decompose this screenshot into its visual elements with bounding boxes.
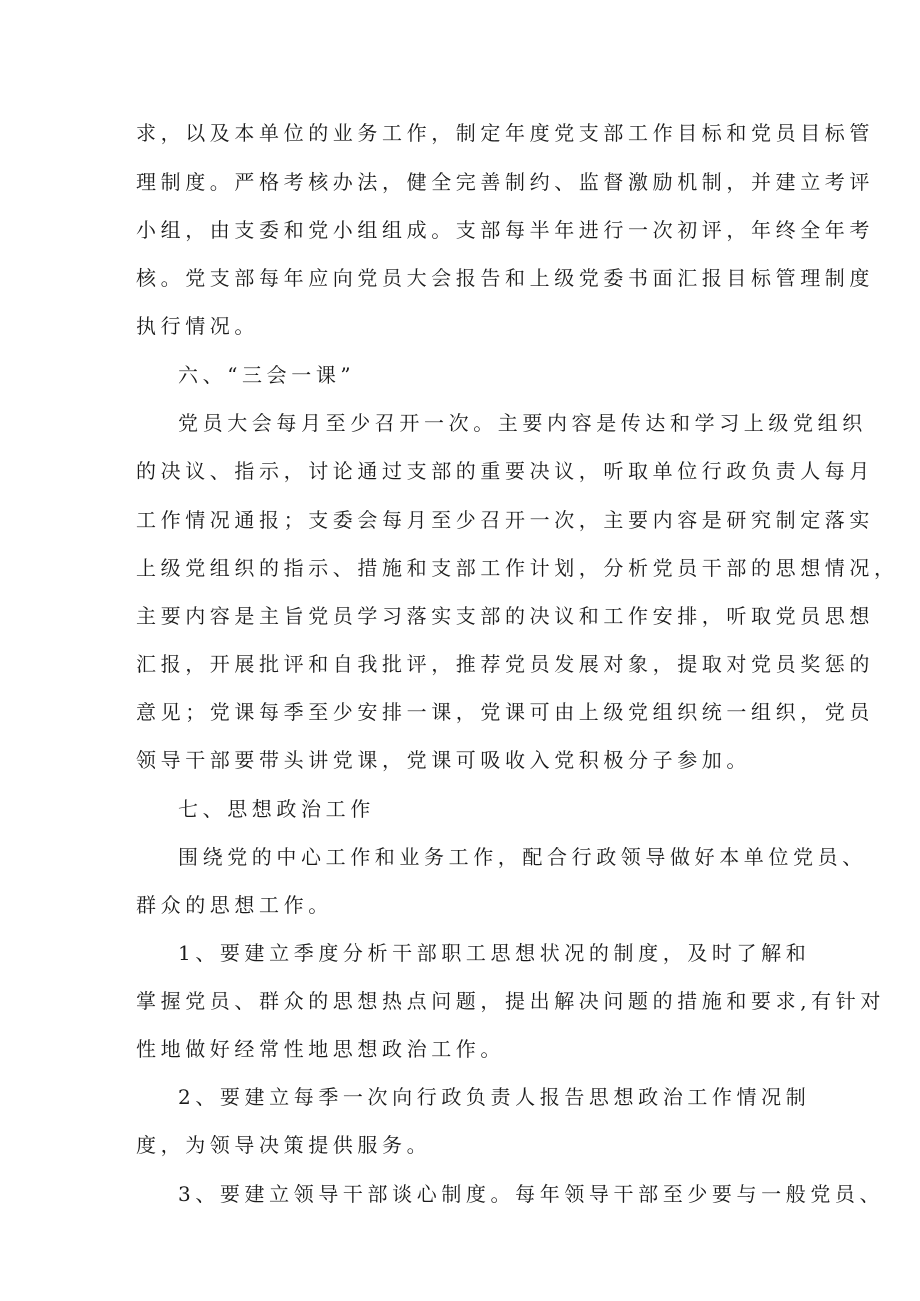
- text-line: 核。党支部每年应向党员大会报告和上级党委书面汇报目标管理制度: [136, 266, 874, 290]
- list-item-first-line: 2、要建立每季一次向行政负责人报告思想政治工作情况制: [178, 1085, 811, 1109]
- text-line: 掌握党员、群众的思想热点问题，提出解决问题的措施和要求,有针对: [136, 989, 885, 1013]
- text-line: 上级党组织的指示、措施和支部工作计划，分析党员干部的思想情况，: [136, 556, 899, 580]
- paragraph-first-line: 党员大会每月至少召开一次。主要内容是传达和学习上级党组织: [178, 411, 867, 435]
- text-line: 的决议、指示，讨论通过支部的重要决议，听取单位行政负责人每月: [136, 459, 874, 483]
- text-line: 意见；党课每季至少安排一课，党课可由上级党组织统一组织，党员: [136, 700, 874, 724]
- text-line: 度，为领导决策提供服务。: [136, 1133, 432, 1157]
- paragraph-first-line: 围绕党的中心工作和业务工作，配合行政领导做好本单位党员、: [178, 845, 867, 869]
- text-line: 主要内容是主旨党员学习落实支部的决议和工作安排，听取党员思想: [136, 604, 874, 628]
- text-line: 求，以及本单位的业务工作，制定年度党支部工作目标和党员目标管: [136, 121, 874, 145]
- text-line: 工作情况通报；支委会每月至少召开一次，主要内容是研究制定落实: [136, 508, 874, 532]
- text-line: 汇报，开展批评和自我批评，推荐党员发展对象，提取对党员奖惩的: [136, 652, 874, 676]
- text-line: 群众的思想工作。: [136, 893, 333, 917]
- text-line: 执行情况。: [136, 314, 259, 338]
- text-line: 性地做好经常性地思想政治工作。: [136, 1037, 505, 1061]
- text-line: 理制度。严格考核办法，健全完善制约、监督激励机制，并建立考评: [136, 170, 874, 194]
- text-line: 小组，由支委和党小组组成。支部每半年进行一次初评，年终全年考: [136, 218, 874, 242]
- section-heading: 七、思想政治工作: [178, 797, 375, 821]
- list-item-first-line: 3、要建立领导干部谈心制度。每年领导干部至少要与一般党员、: [178, 1182, 885, 1206]
- text-line: 领导干部要带头讲党课，党课可吸收入党积极分子参加。: [136, 748, 751, 772]
- list-item-first-line: 1、要建立季度分析干部职工思想状况的制度，及时了解和: [178, 941, 811, 965]
- section-heading: 六、“三会一课”: [178, 363, 356, 387]
